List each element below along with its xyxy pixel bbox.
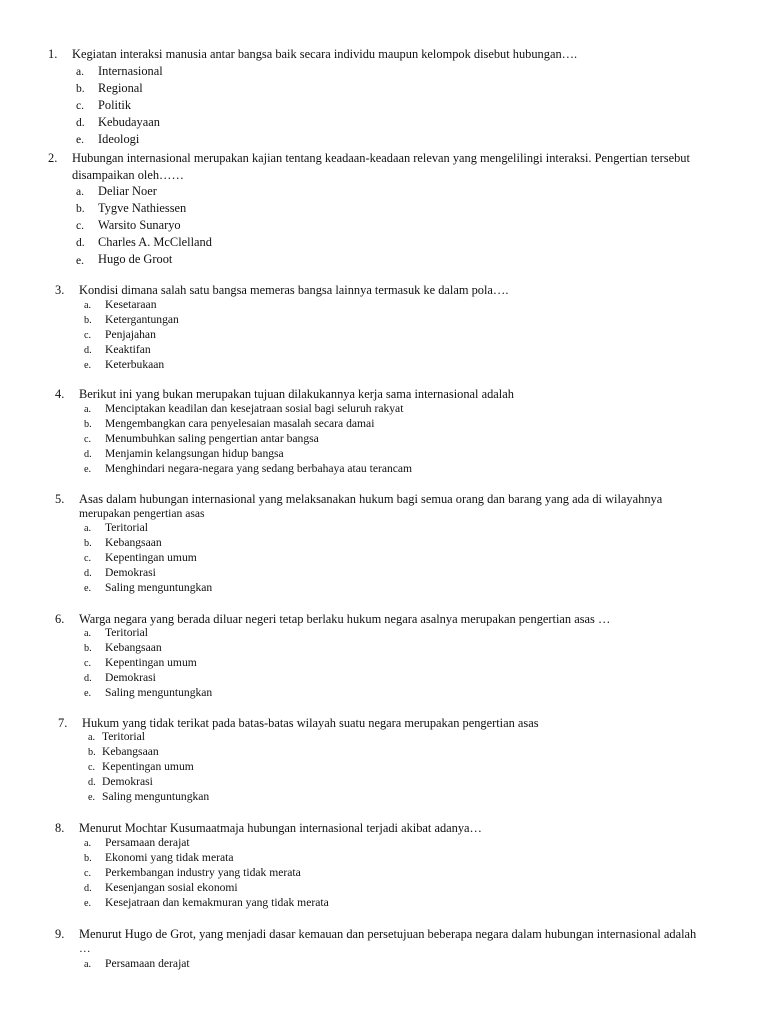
option-text: Saling menguntungkan bbox=[105, 581, 213, 594]
option-letter: a. bbox=[88, 732, 96, 743]
question-text: Asas dalam hubungan internasional yang melaksanakan hukum bagi semua orang dan barang yang ada di wilayahnya bbox=[79, 492, 663, 506]
option-text: Kepentingan umum bbox=[105, 551, 197, 564]
option-text: Kepentingan umum bbox=[102, 760, 194, 773]
option-text: Politik bbox=[98, 98, 132, 112]
option-letter: c. bbox=[84, 658, 92, 669]
option-letter: d. bbox=[84, 345, 92, 356]
option-text: Teritorial bbox=[105, 521, 148, 534]
option-letter: b. bbox=[84, 538, 92, 549]
option-letter: b. bbox=[84, 419, 92, 430]
option-letter: b. bbox=[76, 82, 85, 95]
option-letter: c. bbox=[88, 762, 96, 773]
question-number: 8. bbox=[55, 821, 65, 835]
question-number: 9. bbox=[55, 927, 65, 941]
option-text: Charles A. McClelland bbox=[98, 235, 212, 249]
option-letter: e. bbox=[84, 583, 92, 594]
question-number: 2. bbox=[48, 151, 58, 165]
option-text: Persamaan derajat bbox=[105, 957, 190, 970]
option-letter: e. bbox=[84, 464, 92, 475]
option-letter: d. bbox=[84, 449, 92, 460]
option-text: Perkembangan industry yang tidak merata bbox=[105, 866, 301, 879]
option-text: Deliar Noer bbox=[98, 184, 157, 198]
option-text: Tygve Nathiessen bbox=[98, 201, 187, 215]
option-letter: a. bbox=[76, 65, 85, 78]
option-text: Ideologi bbox=[98, 132, 140, 146]
option-letter: e. bbox=[84, 898, 92, 909]
option-text: Teritorial bbox=[102, 730, 145, 743]
option-letter: a. bbox=[84, 300, 92, 311]
option-letter: c. bbox=[76, 99, 85, 112]
option-text: Kesetaraan bbox=[105, 298, 157, 311]
question-number: 5. bbox=[55, 492, 65, 506]
option-text: Demokrasi bbox=[105, 671, 156, 684]
option-text: Kebangsaan bbox=[105, 641, 162, 654]
option-letter: e. bbox=[76, 254, 85, 267]
option-text: Kepentingan umum bbox=[105, 656, 197, 669]
question-number: 1. bbox=[48, 47, 58, 61]
option-letter: c. bbox=[84, 868, 92, 879]
option-letter: b. bbox=[84, 853, 92, 864]
question-number: 3. bbox=[55, 283, 65, 297]
option-text: Menciptakan keadilan dan kesejatraan sosial bagi seluruh rakyat bbox=[105, 402, 404, 415]
option-text: Kebudayaan bbox=[98, 115, 160, 129]
option-letter: b. bbox=[84, 315, 92, 326]
option-text: Hugo de Groot bbox=[98, 252, 173, 266]
question-text: Berikut ini yang bukan merupakan tujuan dilakukannya kerja sama internasional adalah bbox=[79, 387, 514, 401]
option-letter: b. bbox=[76, 202, 85, 215]
question-text: Kondisi dimana salah satu bangsa memeras bangsa lainnya termasuk ke dalam pola…. bbox=[79, 283, 509, 297]
question-text-continued: disampaikan oleh…… bbox=[72, 168, 184, 182]
option-letter: c. bbox=[84, 553, 92, 564]
option-letter: a. bbox=[84, 838, 92, 849]
question-text: Warga negara yang berada diluar negeri tetap berlaku hukum negara asalnya merupakan pengertian asas … bbox=[79, 612, 611, 626]
option-letter: c. bbox=[84, 434, 92, 445]
option-letter: d. bbox=[88, 777, 96, 788]
option-text: Menjamin kelangsungan hidup bangsa bbox=[105, 447, 284, 460]
option-text: Teritorial bbox=[105, 626, 148, 639]
option-text: Demokrasi bbox=[102, 775, 153, 788]
question-text: Menurut Mochtar Kusumaatmaja hubungan internasional terjadi akibat adanya… bbox=[79, 821, 482, 835]
option-text: Kesenjangan sosial ekonomi bbox=[105, 881, 238, 894]
option-letter: e. bbox=[84, 360, 92, 371]
option-text: Warsito Sunaryo bbox=[98, 218, 181, 232]
option-letter: a. bbox=[84, 404, 92, 415]
option-text: Menghindari negara-negara yang sedang berbahaya atau terancam bbox=[105, 462, 413, 475]
option-letter: a. bbox=[84, 959, 92, 970]
option-letter: d. bbox=[84, 883, 92, 894]
option-letter: c. bbox=[84, 330, 92, 341]
option-text: Persamaan derajat bbox=[105, 836, 190, 849]
option-text: Keaktifan bbox=[105, 343, 151, 356]
option-text: Internasional bbox=[98, 64, 163, 78]
question-text: Menurut Hugo de Grot, yang menjadi dasar kemauan dan persetujuan beberapa negara dalam hubungan internasional adalah bbox=[79, 927, 697, 941]
option-letter: d. bbox=[84, 568, 92, 579]
question-text-continued: … bbox=[79, 942, 91, 955]
question-text: Kegiatan interaksi manusia antar bangsa baik secara individu maupun kelompok disebut hubungan…. bbox=[72, 47, 578, 61]
option-letter: d. bbox=[84, 673, 92, 684]
option-text: Keterbukaan bbox=[105, 358, 165, 371]
option-text: Saling menguntungkan bbox=[105, 686, 213, 699]
option-text: Regional bbox=[98, 81, 143, 95]
option-letter: b. bbox=[88, 747, 96, 758]
option-text: Kebangsaan bbox=[105, 536, 162, 549]
option-text: Penjajahan bbox=[105, 328, 156, 341]
option-letter: d. bbox=[76, 116, 85, 129]
option-text: Kebangsaan bbox=[102, 745, 159, 758]
option-letter: a. bbox=[84, 523, 92, 534]
question-number: 6. bbox=[55, 612, 65, 626]
option-letter: b. bbox=[84, 643, 92, 654]
option-text: Menumbuhkan saling pengertian antar bangsa bbox=[105, 432, 319, 445]
option-letter: d. bbox=[76, 236, 85, 249]
option-letter: e. bbox=[88, 792, 96, 803]
question-text-continued: merupakan pengertian asas bbox=[79, 507, 205, 520]
option-letter: c. bbox=[76, 219, 85, 232]
option-letter: e. bbox=[76, 133, 85, 146]
question-text: Hukum yang tidak terikat pada batas-batas wilayah suatu negara merupakan pengertian asas bbox=[82, 716, 539, 730]
option-text: Ketergantungan bbox=[105, 313, 179, 326]
option-text: Demokrasi bbox=[105, 566, 156, 579]
option-letter: a. bbox=[76, 185, 85, 198]
question-text: Hubungan internasional merupakan kajian tentang keadaan-keadaan relevan yang mengelilingi interaksi. Pengertian tersebut bbox=[72, 151, 690, 165]
question-number: 7. bbox=[58, 716, 68, 730]
option-letter: e. bbox=[84, 688, 92, 699]
question-number: 4. bbox=[55, 387, 65, 401]
option-text: Kesejatraan dan kemakmuran yang tidak merata bbox=[105, 896, 329, 909]
option-text: Saling menguntungkan bbox=[102, 790, 210, 803]
option-text: Mengembangkan cara penyelesaian masalah secara damai bbox=[105, 417, 375, 430]
option-text: Ekonomi yang tidak merata bbox=[105, 851, 234, 864]
option-letter: a. bbox=[84, 628, 92, 639]
